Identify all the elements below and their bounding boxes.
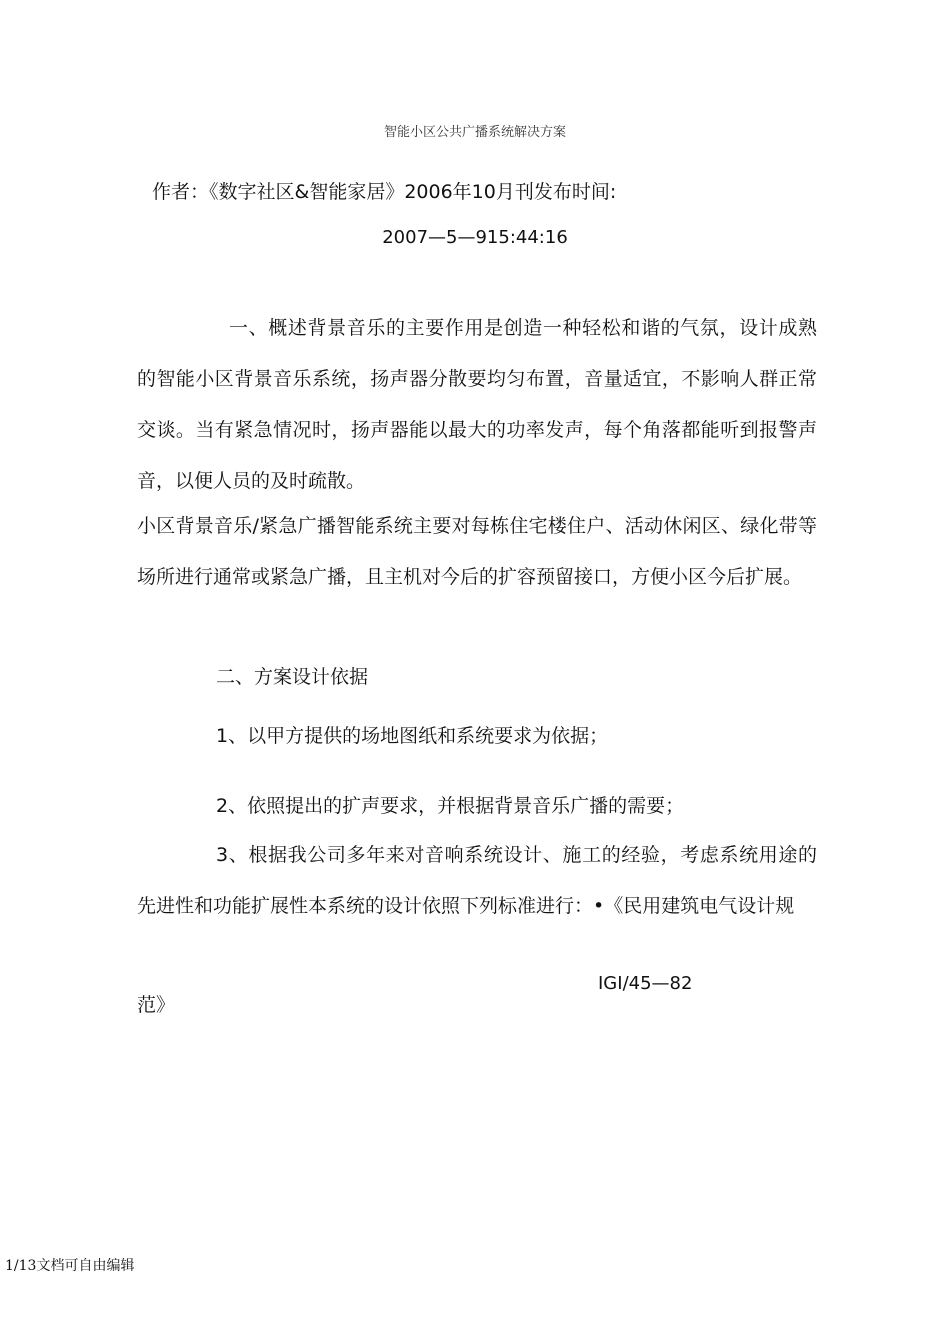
section-heading-design-basis: 二、方案设计依据 bbox=[216, 666, 369, 688]
author-line: 作者：《数字社区&智能家居》2006年10月刊发布时间: bbox=[152, 181, 617, 203]
overview-paragraph: 一、概述背景音乐的主要作用是创造一种轻松和谐的气氛，设计成熟的智能小区背景音乐系统，扬声器分散要均匀布置，音量适宜，不影响人群正常交谈。当有紧急情况时，扬声器能以最大的功率发声，每个角落都能听到报警声音，以便人员的及时疏散。 bbox=[137, 317, 817, 492]
system-description-paragraph: 小区背景音乐/紧急广播智能系统主要对每栋住宅楼住户、活动休闲区、绿化带等场所进行通常或紧急广播，且主机对今后的扩容预留接口，方便小区今后扩展。 bbox=[137, 515, 817, 588]
list-item-3-tail: 范》 bbox=[137, 994, 176, 1016]
page-footer-note: 1/13文档可自由编辑 bbox=[5, 1258, 135, 1274]
standard-code: IGI/45—82 bbox=[598, 973, 693, 994]
publish-time: 2007—5—915:44:16 bbox=[382, 227, 568, 248]
document-title: 智能小区公共广播系统解决方案 bbox=[383, 125, 566, 140]
list-item-3: 3、根据我公司多年来对音响系统设计、施工的经验，考虑系统用途的先进性和功能扩展性本系统的设计依照下列标准进行：•《民用建筑电气设计规 bbox=[137, 844, 817, 917]
list-item-2: 2、依照提出的扩声要求，并根据背景音乐广播的需要； bbox=[216, 795, 685, 817]
list-item-1: 1、以甲方提供的场地图纸和系统要求为依据； bbox=[216, 725, 609, 747]
